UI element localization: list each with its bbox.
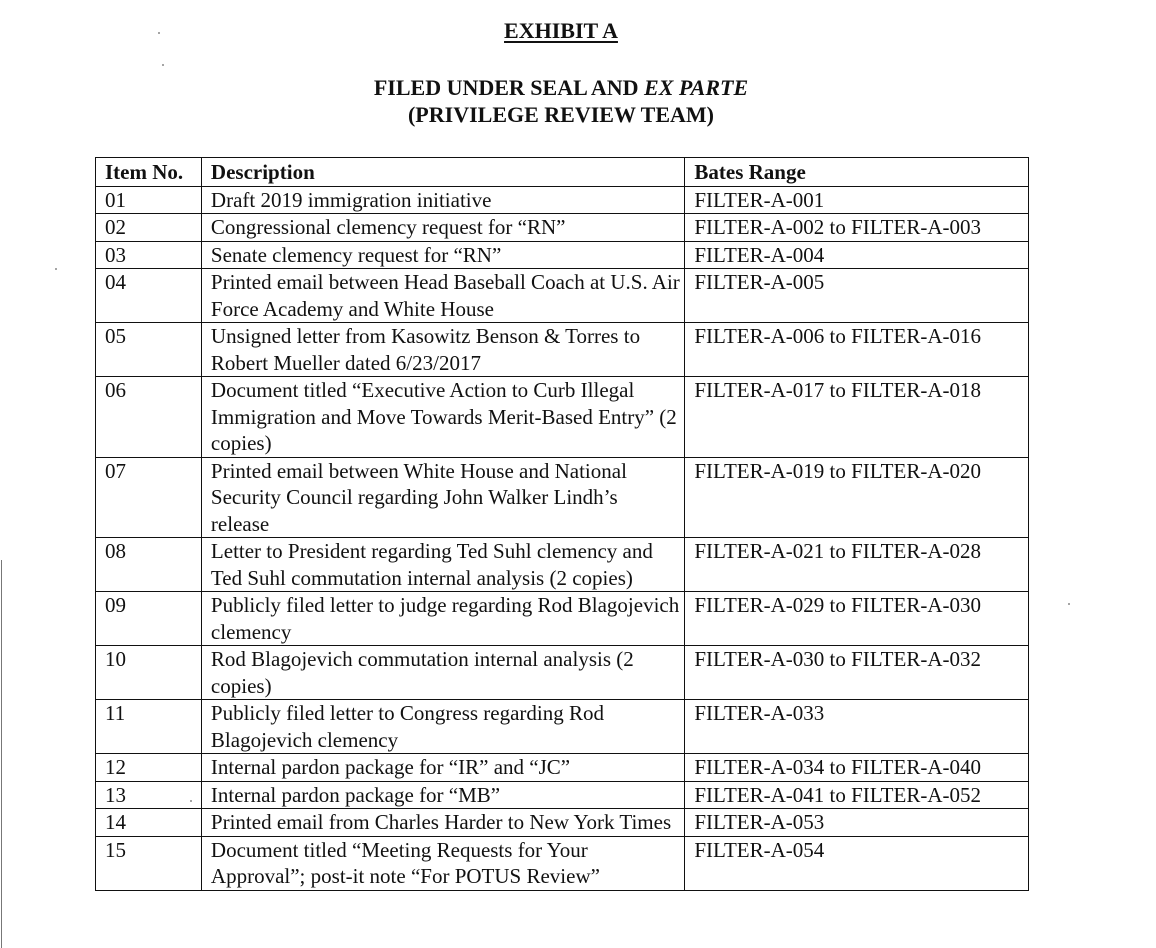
bates-range: FILTER-A-033 xyxy=(685,700,1029,754)
item-description: Internal pardon package for “MB” xyxy=(201,781,684,809)
item-description: Document titled “Executive Action to Curb Illegal Immigration and Move Towards Merit-Based Entry” (2 copies) xyxy=(201,377,684,458)
item-description: Publicly filed letter to judge regarding Rod Blagojevich clemency xyxy=(201,592,684,646)
item-number: 08 xyxy=(96,538,202,592)
table-row xyxy=(96,241,1029,269)
bates-range: FILTER-A-004 xyxy=(685,241,1029,269)
header-item-no: Item No. xyxy=(96,158,202,187)
item-number: 07 xyxy=(96,457,202,538)
item-description: Printed email between White House and National Security Council regarding John Walker Lindh’s release xyxy=(201,457,684,538)
bates-range: FILTER-A-017 to FILTER-A-018 xyxy=(685,377,1029,458)
item-number: 05 xyxy=(96,323,202,377)
item-number: 11 xyxy=(96,700,202,754)
bates-range: FILTER-A-034 to FILTER-A-040 xyxy=(685,754,1029,782)
item-number: 09 xyxy=(96,592,202,646)
item-number: 12 xyxy=(96,754,202,782)
item-description: Senate clemency request for “RN” xyxy=(201,241,684,269)
item-description: Rod Blagojevich commutation internal analysis (2 copies) xyxy=(201,646,684,700)
filing-heading xyxy=(0,74,1122,101)
table-row xyxy=(96,186,1029,214)
filing-heading-text: FILED UNDER SEAL AND xyxy=(373,75,645,100)
item-description: Congressional clemency request for “RN” xyxy=(201,214,684,242)
bates-range: FILTER-A-029 to FILTER-A-030 xyxy=(685,592,1029,646)
bates-range: FILTER-A-053 xyxy=(685,809,1029,837)
exhibit-title: EXHIBIT A xyxy=(504,18,618,43)
bates-range: FILTER-A-001 xyxy=(685,186,1029,214)
item-number: 06 xyxy=(96,377,202,458)
item-number: 02 xyxy=(96,214,202,242)
scan-speck xyxy=(190,800,192,802)
bates-range: FILTER-A-021 to FILTER-A-028 xyxy=(685,538,1029,592)
scan-speck xyxy=(162,64,164,66)
bates-range: FILTER-A-002 to FILTER-A-003 xyxy=(685,214,1029,242)
header-bates-range: Bates Range xyxy=(685,158,1029,187)
table-row xyxy=(96,646,1029,700)
table-row xyxy=(96,592,1029,646)
table-row xyxy=(96,377,1029,458)
item-number: 13 xyxy=(96,781,202,809)
item-description: Unsigned letter from Kasowitz Benson & Torres to Robert Mueller dated 6/23/2017 xyxy=(201,323,684,377)
table-row xyxy=(96,214,1029,242)
table-row xyxy=(96,836,1029,890)
filing-heading-italic: EX PARTE xyxy=(644,75,749,100)
table-row xyxy=(96,700,1029,754)
table-row xyxy=(96,538,1029,592)
item-description: Document titled “Meeting Requests for Your Approval”; post-it note “For POTUS Review” xyxy=(201,836,684,890)
table-row xyxy=(96,781,1029,809)
item-number: 10 xyxy=(96,646,202,700)
item-description: Printed email from Charles Harder to New York Times xyxy=(201,809,684,837)
bates-range: FILTER-A-006 to FILTER-A-016 xyxy=(685,323,1029,377)
table-row xyxy=(96,323,1029,377)
table-row xyxy=(96,269,1029,323)
scan-speck xyxy=(55,268,57,270)
bates-range: FILTER-A-019 to FILTER-A-020 xyxy=(685,457,1029,538)
bates-range: FILTER-A-054 xyxy=(685,836,1029,890)
bates-range: FILTER-A-041 to FILTER-A-052 xyxy=(685,781,1029,809)
scan-speck xyxy=(1068,603,1070,605)
header-description: Description xyxy=(201,158,684,187)
exhibit-table xyxy=(95,157,1029,891)
item-description: Internal pardon package for “IR” and “JC” xyxy=(201,754,684,782)
item-description: Letter to President regarding Ted Suhl clemency and Ted Suhl commutation internal analysis (2 copies) xyxy=(201,538,684,592)
bates-range: FILTER-A-030 to FILTER-A-032 xyxy=(685,646,1029,700)
item-number: 15 xyxy=(96,836,202,890)
item-number: 14 xyxy=(96,809,202,837)
scan-edge-line xyxy=(1,560,2,948)
item-number: 01 xyxy=(96,186,202,214)
item-description: Printed email between Head Baseball Coach at U.S. Air Force Academy and White House xyxy=(201,269,684,323)
item-description: Publicly filed letter to Congress regarding Rod Blagojevich clemency xyxy=(201,700,684,754)
table-row xyxy=(96,754,1029,782)
scan-speck xyxy=(158,32,160,34)
item-number: 03 xyxy=(96,241,202,269)
table-header-row xyxy=(96,158,1029,187)
item-number: 04 xyxy=(96,269,202,323)
review-team-heading: (PRIVILEGE REVIEW TEAM) xyxy=(407,102,714,127)
table-row xyxy=(96,457,1029,538)
table-row xyxy=(96,809,1029,837)
item-description: Draft 2019 immigration initiative xyxy=(201,186,684,214)
bates-range: FILTER-A-005 xyxy=(685,269,1029,323)
